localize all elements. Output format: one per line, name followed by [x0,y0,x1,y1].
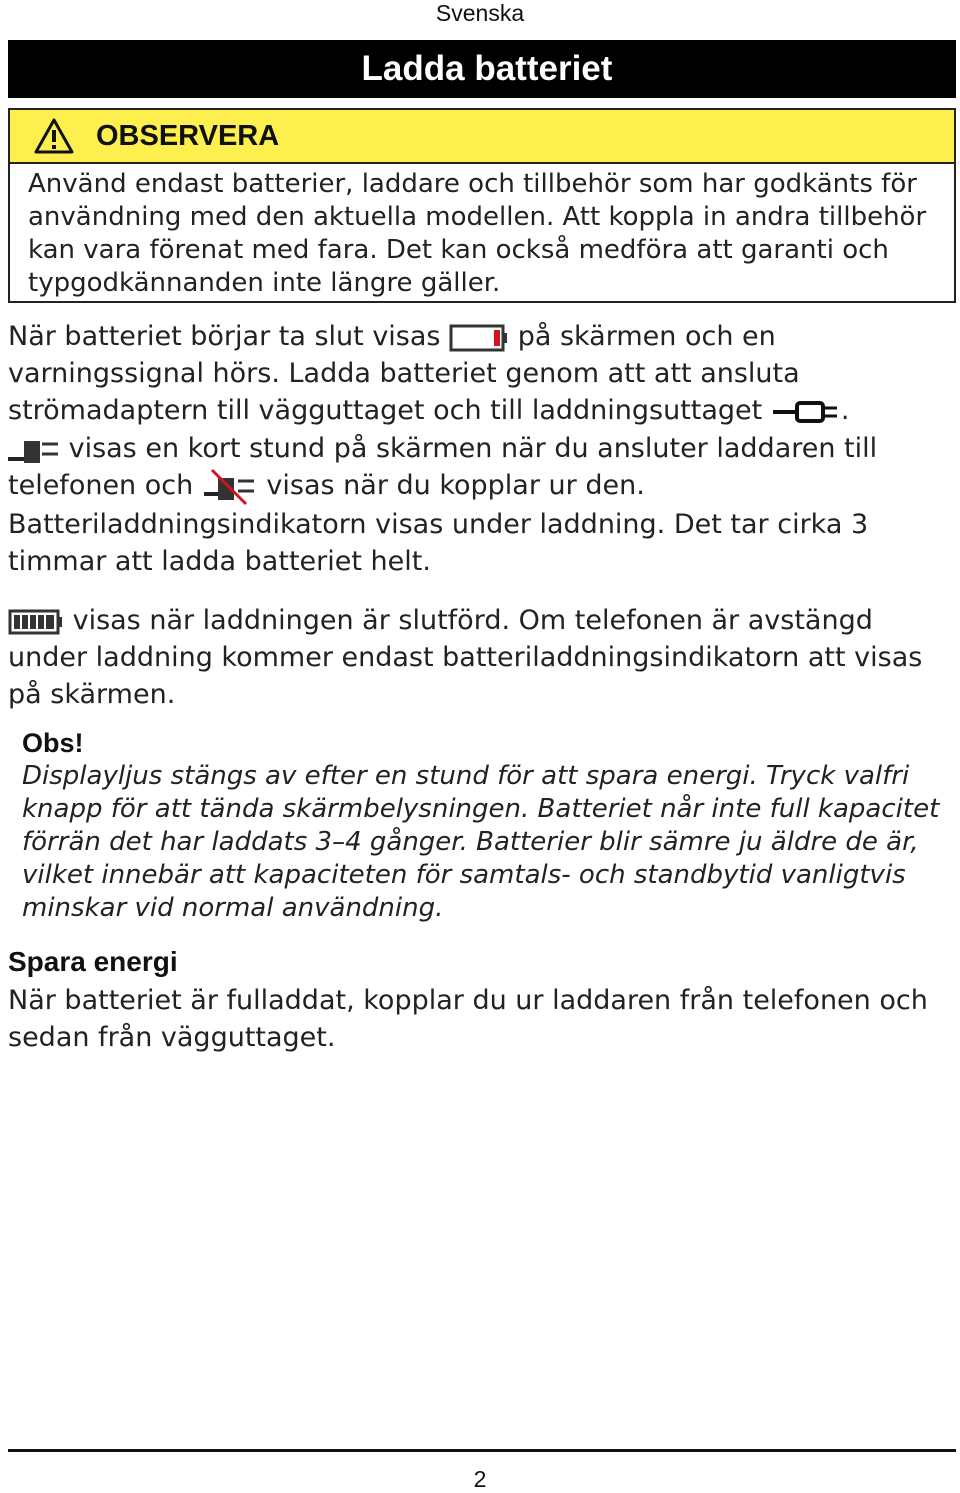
text-span: . [840,395,850,426]
text-span: på skärmen och en varningssignal hörs. Ladda batteriet genom att att ansluta strömadaptern till vägguttaget och till laddningsuttaget [8,321,800,426]
language-label: Svenska [435,0,525,26]
warning-text: Använd endast batterier, laddare och tillbehör som har godkänts för användning med den aktuella modellen. Att koppla in andra tillbehör kan vara förenat med fara. Det kan också medföra att garanti och typgodkännanden inte längre gäller. [28,169,927,298]
note-text: Displayljus stängs av efter en stund för att spara energi. Tryck valfri knapp för att tända skärmbelysningen. Batteriet når inte full kapacitet förrän det har laddats 3–4 gånger. Batterier blir sämre ju äldre de är, vilket innebär att kapaciteten för samtals- och standbytid vanligtvis minskar vid normal användning. [22,761,940,923]
text-span: När batteriet börjar ta slut visas [8,321,441,352]
warning-label: OBSERVERA [96,119,280,152]
text-span: visas när laddningen är slutförd. Om telefonen är avstängd under laddning kommer endast batteriladdningsindikatorn att visas på skärmen. [8,605,923,710]
charger-disconnected-icon [202,468,258,506]
footer-divider [8,1449,956,1452]
text-span: visas när du kopplar ur den. Batteriladdningsindikatorn visas under laddning. Det tar cirka 3 timmar att ladda batteriet helt. [8,470,869,577]
save-energy-text: När batteriet är fulladdat, kopplar du ur laddaren från telefonen och sedan från vägguttaget. [8,985,928,1053]
charger-connector-icon [771,400,841,424]
warning-box [8,108,956,303]
note-label: Obs! [22,728,84,758]
warning-triangle-icon [34,118,74,154]
battery-low-icon [449,323,509,353]
paragraph-charging [8,430,956,580]
charger-connected-icon [8,433,60,467]
battery-full-icon [8,608,64,636]
paragraph-battery-low [8,318,956,429]
section-heading-save-energy: Spara energi [8,946,178,977]
page-title: Ladda batteriet [8,40,956,98]
text-span: visas en kort stund på skärmen när du ansluter laddaren till telefonen och [8,433,878,501]
page-number: 2 [473,1466,487,1492]
warning-header [10,110,954,164]
paragraph-charging-complete [8,602,956,713]
